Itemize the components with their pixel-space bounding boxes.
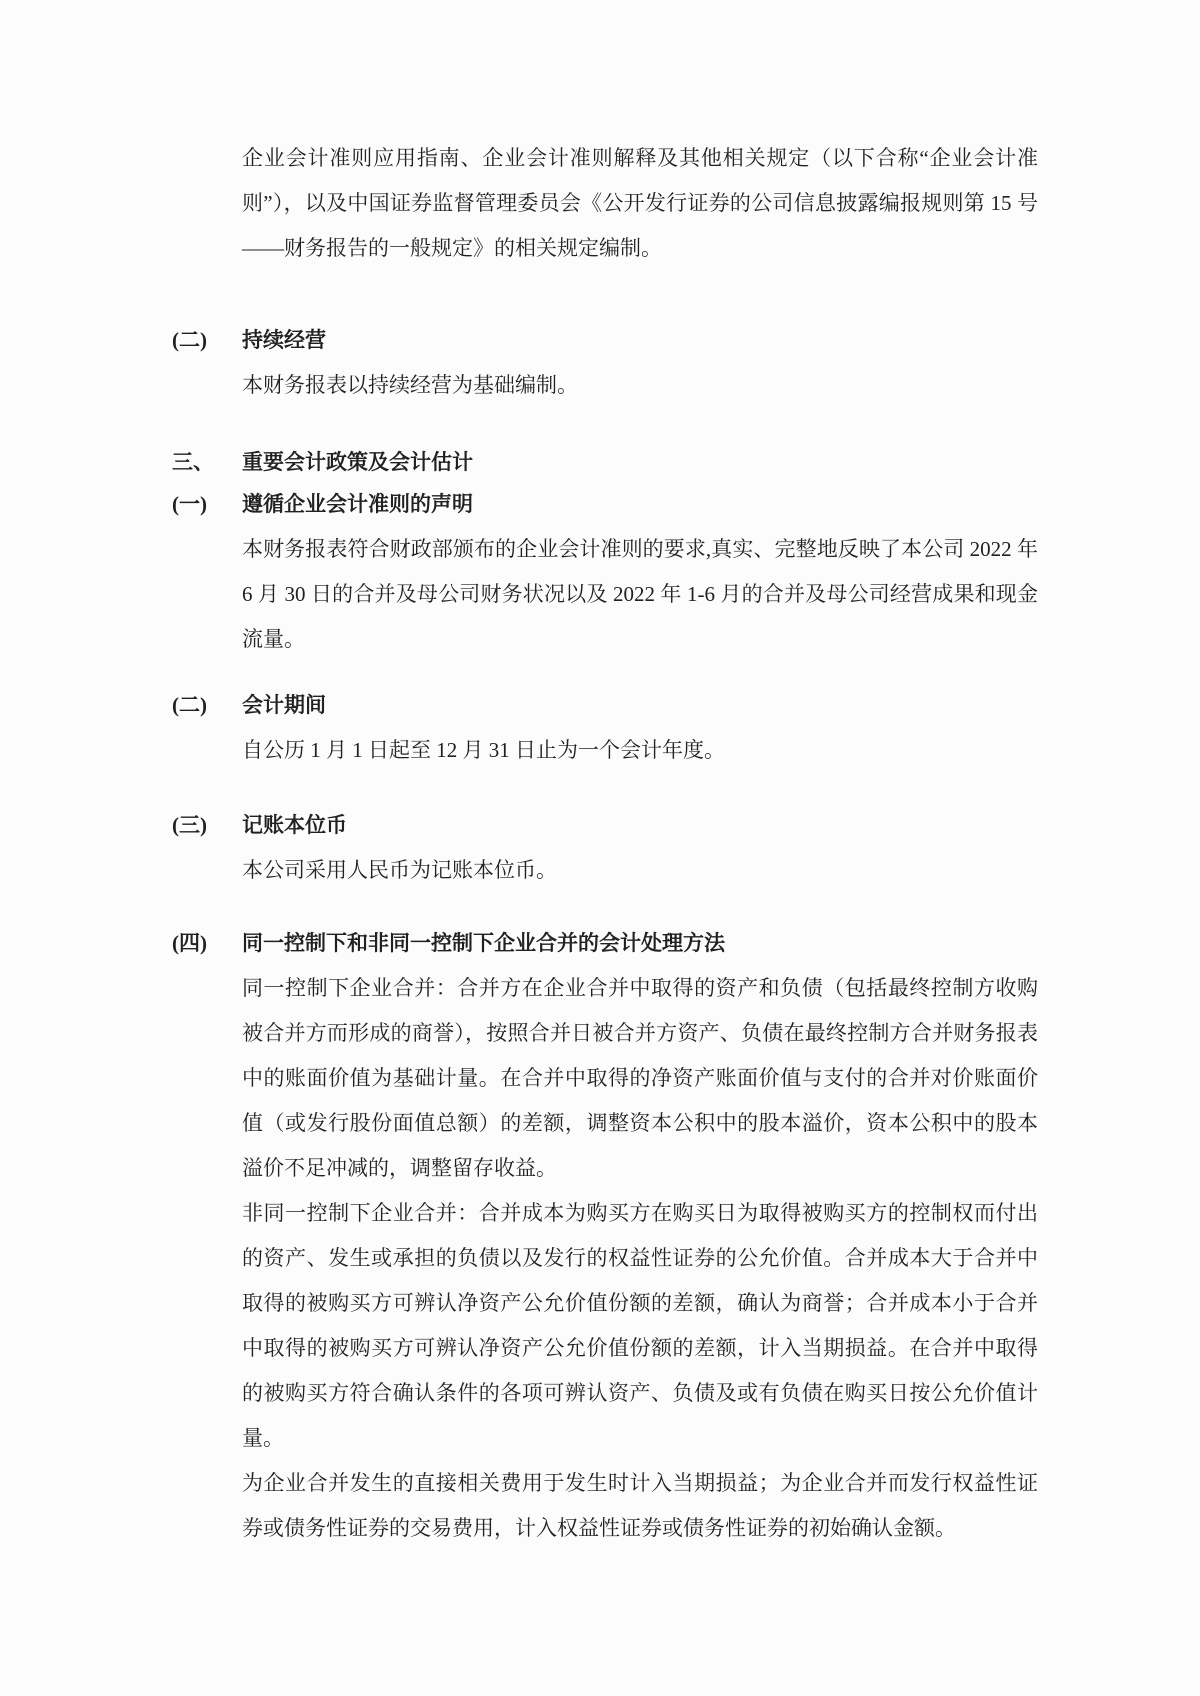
section-title: 同一控制下和非同一控制下企业合并的会计处理方法 xyxy=(242,931,725,955)
section-paragraph: 本财务报表以持续经营为基础编制。 xyxy=(242,373,578,397)
section-paragraph: 自公历 1 月 1 日起至 12 月 31 日止为一个会计年度。 xyxy=(242,738,725,762)
section-functional-currency xyxy=(172,803,1038,893)
section-label: (二) xyxy=(172,693,207,717)
section-paragraph: 为企业合并发生的直接相关费用于发生时计入当期损益；为企业合并而发行权益性证券或债务性证券的交易费用，计入权益性证券或债务性证券的初始确认金额。 xyxy=(242,1471,1038,1540)
section-heading xyxy=(172,683,1038,728)
section-paragraph: 同一控制下企业合并：合并方在企业合并中取得的资产和负债（包括最终控制方收购被合并方而形成的商誉），按照合并日被合并方资产、负债在最终控制方合并财务报表中的账面价值为基础计量。在合并中取得的净资产账面价值与支付的合并对价账面价值（或发行股份面值总额）的差额，调整资本公积中的股本溢价，资本公积中的股本溢价不足冲减的，调整留存收益。 xyxy=(242,976,1038,1180)
section-title: 记账本位币 xyxy=(242,813,347,837)
section-heading xyxy=(172,803,1038,848)
section-title: 会计期间 xyxy=(242,693,326,717)
section-accounting-period xyxy=(172,683,1038,773)
section-label: (二) xyxy=(172,328,207,352)
section-major-accounting-policies xyxy=(172,440,1038,485)
section-label: (一) xyxy=(172,492,207,516)
section-label: 三、 xyxy=(172,450,214,474)
section-label: (四) xyxy=(172,931,207,955)
section-title: 持续经营 xyxy=(242,328,326,352)
section-paragraph: 非同一控制下企业合并：合并成本为购买方在购买日为取得被购买方的控制权而付出的资产、发生或承担的负债以及发行的权益性证券的公允价值。合并成本大于合并中取得的被购买方可辨认净资产公允价值份额的差额，确认为商誉；合并成本小于合并中取得的被购买方可辨认净资产公允价值份额的差额，计入当期损益。在合并中取得的被购买方符合确认条件的各项可辨认资产、负债及或有负债在购买日按公允价值计量。 xyxy=(242,1201,1038,1450)
section-paragraph: 本公司采用人民币为记账本位币。 xyxy=(242,858,557,882)
section-compliance-statement xyxy=(172,482,1038,662)
section-going-concern xyxy=(172,318,1038,408)
section-heading xyxy=(172,318,1038,363)
intro-paragraph: 企业会计准则应用指南、企业会计准则解释及其他相关规定（以下合称“企业会计准则”），以及中国证券监督管理委员会《公开发行证券的公司信息披露编报规则第 15 号——财务报告的一般规定》的相关规定编制。 xyxy=(242,146,1038,260)
section-heading xyxy=(172,482,1038,527)
section-label: (三) xyxy=(172,813,207,837)
section-title: 重要会计政策及会计估计 xyxy=(242,450,473,474)
section-title: 遵循企业会计准则的声明 xyxy=(242,492,473,516)
section-heading xyxy=(172,440,1038,485)
section-heading xyxy=(172,921,1038,966)
section-paragraph: 本财务报表符合财政部颁布的企业会计准则的要求,真实、完整地反映了本公司 2022 年 6 月 30 日的合并及母公司财务状况以及 2022 年 1-6 月的合并及母公司经营成果和现金流量。 xyxy=(242,537,1038,651)
section-business-combinations xyxy=(172,921,1038,1551)
